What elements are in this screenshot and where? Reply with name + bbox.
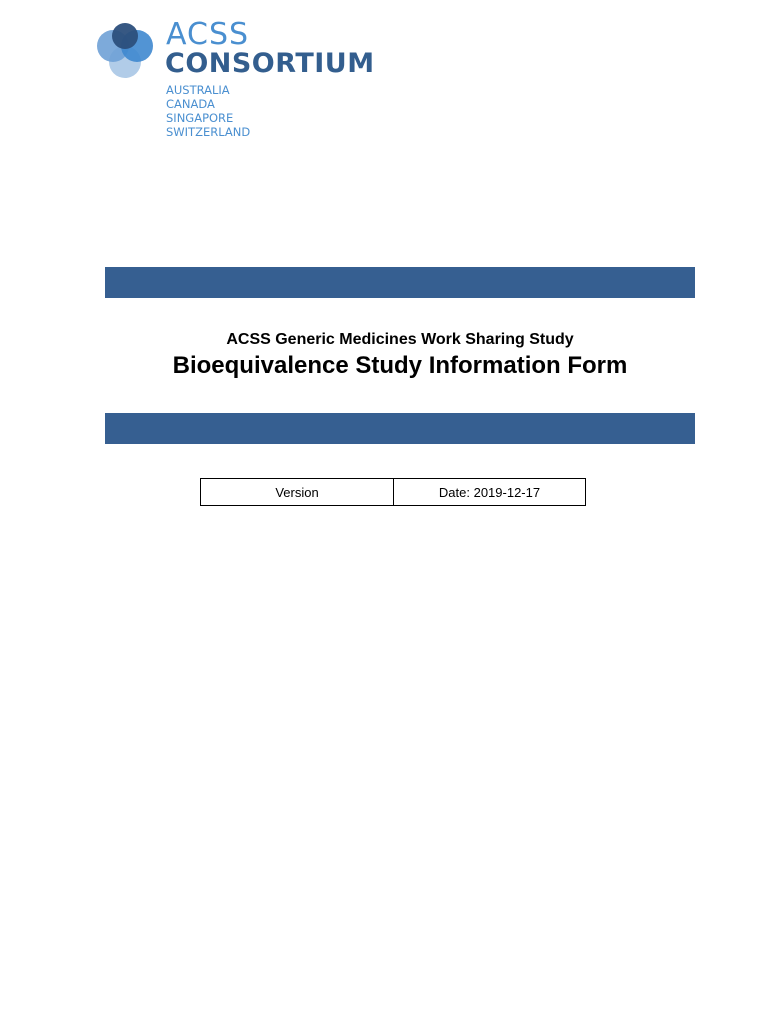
country-canada: CANADA xyxy=(166,97,215,111)
acss-logo xyxy=(96,17,406,145)
logo-country-list xyxy=(166,83,250,139)
bottom-header-band xyxy=(105,413,695,444)
country-australia: AUSTRALIA xyxy=(166,83,230,97)
date-cell: Date: 2019-12-17 xyxy=(394,479,586,506)
logo-acss-text: ACSS xyxy=(166,17,250,52)
table-row xyxy=(201,479,586,506)
document-title: Bioequivalence Study Information Form xyxy=(172,352,628,379)
document-subtitle: ACSS Generic Medicines Work Sharing Study xyxy=(226,331,574,348)
top-header-band xyxy=(105,267,695,298)
consortium-circles-icon xyxy=(96,22,154,80)
version-table xyxy=(200,478,586,506)
version-cell: Version xyxy=(201,479,394,506)
logo-consortium-text: CONSORTIUM xyxy=(165,48,375,79)
country-switzerland: SWITZERLAND xyxy=(166,125,251,139)
country-singapore: SINGAPORE xyxy=(166,111,234,125)
